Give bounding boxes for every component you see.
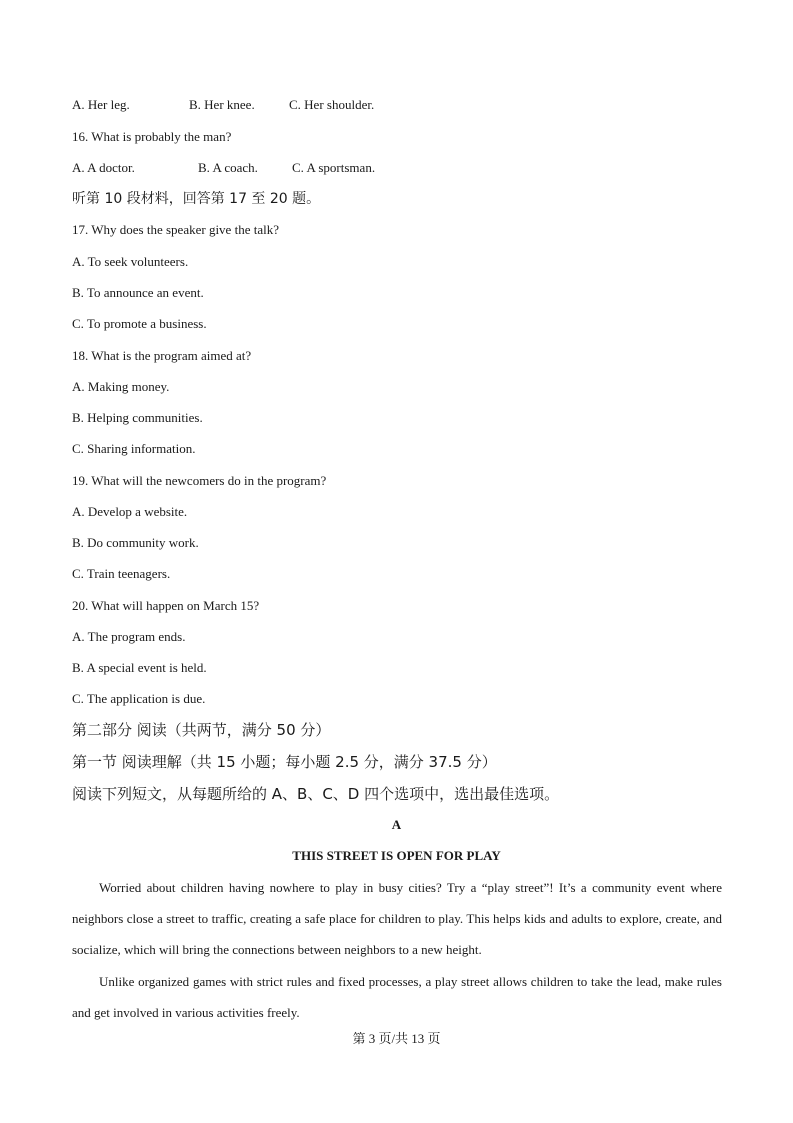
q17-option-a: A. To seek volunteers. [72, 254, 189, 269]
q16-option-b: B. A coach. [198, 160, 258, 175]
q17-option-c: C. To promote a business. [72, 316, 207, 331]
q15-option-a: A. Her leg. [72, 97, 130, 112]
passage-title: THIS STREET IS OPEN FOR PLAY [292, 848, 501, 863]
q15-option-b: B. Her knee. [189, 97, 255, 112]
q19-option-c: C. Train teenagers. [72, 566, 171, 581]
part2-heading: 第二部分 阅读（共两节，满分 50 分） [72, 721, 331, 739]
q19-option-a: A. Develop a website. [72, 504, 188, 519]
section10-instruction: 听第 10 段材料，回答第 17 至 20 题。 [72, 191, 321, 207]
q19-option-b: B. Do community work. [72, 535, 199, 550]
q18-option-c: C. Sharing information. [72, 441, 196, 456]
q19-question: 19. What will the newcomers do in the program? [72, 473, 327, 488]
page-footer: 第 3 页/共 13 页 [352, 1031, 441, 1046]
q18-option-a: A. Making money. [72, 379, 170, 394]
q20-option-a: A. The program ends. [72, 629, 186, 644]
passage-paragraph-1: Worried about children having nowhere to play in busy cities? Try a “play street”! It’s a community event where neighbors close a street to traffic, creating a safe place for children to play. This helps kids and adults to explore, create, and socialize, which will bring the connections between neighbors to a new height. [72, 880, 722, 957]
q18-option-b: B. Helping communities. [72, 410, 203, 425]
passage-letter: A [391, 817, 402, 832]
q17-option-b: B. To announce an event. [72, 285, 204, 300]
passage-paragraph-2: Unlike organized games with strict rules and fixed processes, a play street allows children to take the lead, make rules and get involved in various activities freely. [72, 974, 722, 1020]
q16-option-c: C. A sportsman. [292, 160, 376, 175]
q16-option-a: A. A doctor. [72, 160, 135, 175]
q16-question: 16. What is probably the man? [72, 129, 232, 144]
reading-instruction: 阅读下列短文，从每题所给的 A、B、C、D 四个选项中，选出最佳选项。 [72, 785, 560, 803]
q20-question: 20. What will happen on March 15? [72, 598, 260, 613]
section1-heading: 第一节 阅读理解（共 15 小题；每小题 2.5 分，满分 37.5 分） [72, 753, 497, 771]
q17-question: 17. Why does the speaker give the talk? [72, 222, 279, 237]
q15-option-c: C. Her shoulder. [289, 97, 375, 112]
q18-question: 18. What is the program aimed at? [72, 348, 252, 363]
q20-option-b: B. A special event is held. [72, 660, 207, 675]
q20-option-c: C. The application is due. [72, 691, 206, 706]
